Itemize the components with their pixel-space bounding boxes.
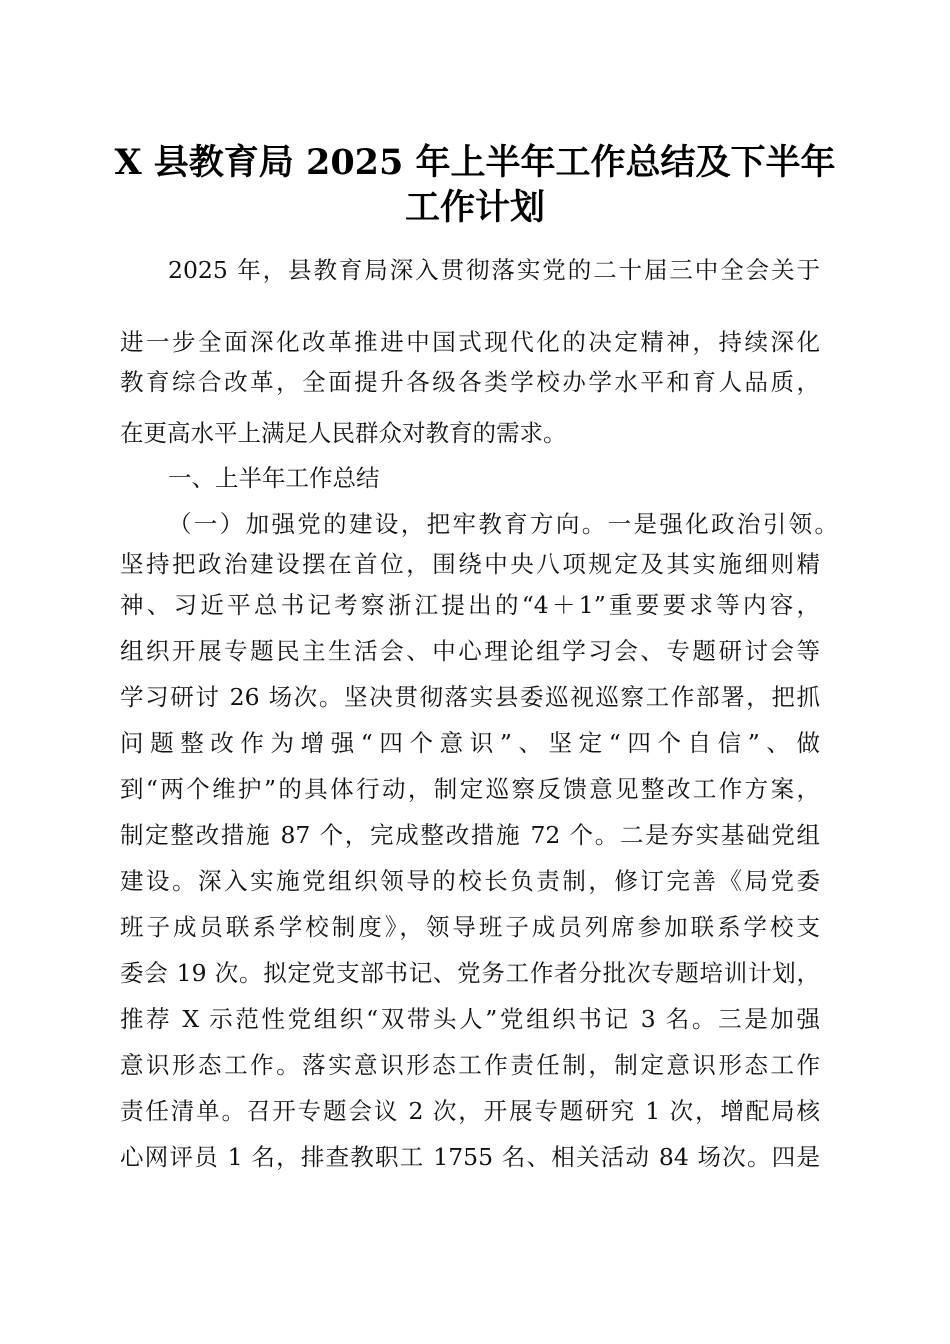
body-paragraph-line: 委会 19 次。拟定党支部书记、党务工作者分批次专题培训计划， <box>120 959 820 987</box>
intro-paragraph-line: 教育综合改革，全面提升各级各类学校办学水平和育人品质， <box>120 368 820 396</box>
body-paragraph-line: 组织开展专题民主生活会、中心理论组学习会、专题研讨会等 <box>120 637 820 665</box>
body-paragraph-line: 建设。深入实施党组织领导的校长负责制，修订完善《局党委 <box>120 867 820 895</box>
body-paragraph-line: 到“两个维护”的具体行动，制定巡察反馈意见整改工作方案， <box>120 775 820 803</box>
body-paragraph-line: 心网评员 1 名，排查教职工 1755 名、相关活动 84 场次。四是 <box>120 1143 820 1171</box>
body-paragraph-line: 神、习近平总书记考察浙江提出的“4＋1”重要要求等内容， <box>120 591 820 619</box>
document-title-line-2: 工作计划 <box>404 187 545 228</box>
body-paragraph-line: 坚持把政治建设摆在首位，围绕中央八项规定及其实施细则精 <box>120 550 820 578</box>
document-title-line-1: X 县教育局 2025 年上半年工作总结及下半年 <box>114 142 836 183</box>
body-paragraph-line: 问题整改作为增强“四个意识”、坚定“四个自信”、做 <box>120 729 820 757</box>
body-paragraph-line: 学习研讨 26 场次。坚决贯彻落实县委巡视巡察工作部署，把抓 <box>120 683 820 711</box>
body-paragraph-line: 班子成员联系学校制度》，领导班子成员列席参加联系学校支 <box>120 913 820 941</box>
intro-paragraph-line: 进一步全面深化改革推进中国式现代化的决定精神，持续深化 <box>120 328 820 356</box>
body-paragraph-line: 意识形态工作。落实意识形态工作责任制，制定意识形态工作 <box>120 1051 820 1079</box>
body-paragraph-line: 制定整改措施 87 个，完成整改措施 72 个。二是夯实基础党组 <box>120 821 820 849</box>
body-paragraph-line: 责任清单。召开专题会议 2 次，开展专题研究 1 次，增配局核 <box>120 1097 820 1125</box>
intro-paragraph-line: 2025 年，县教育局深入贯彻落实党的二十届三中全会关于 <box>168 256 820 284</box>
intro-paragraph-line: 在更高水平上满足人民群众对教育的需求。 <box>120 419 567 447</box>
body-paragraph-line: （一）加强党的建设，把牢教育方向。一是强化政治引领。 <box>168 510 838 538</box>
body-paragraph-line: 推荐 X 示范性党组织“双带头人”党组织书记 3 名。三是加强 <box>120 1005 820 1033</box>
section-heading: 一、上半年工作总结 <box>168 464 380 492</box>
